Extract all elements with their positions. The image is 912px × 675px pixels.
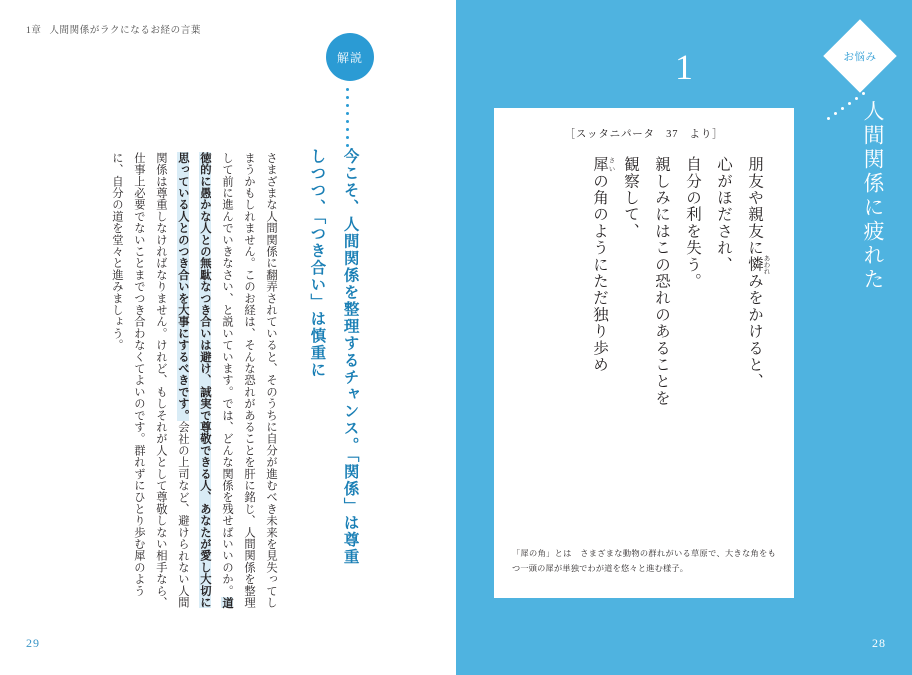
sutra-line: 犀 さいの角のようにただ独り歩め [591,156,615,374]
page-number-right: 28 [872,636,886,650]
running-head [26,22,201,36]
dot [848,102,851,105]
kaisetsu-badge [326,33,374,81]
section-number: 1 [675,47,693,87]
body-segment: 群れずにひとり歩む犀のように、自分の道を堂々と進みましょう。 [110,152,145,597]
chapter-title: 人間関係に疲れた [861,100,885,292]
body-segment: さまざまな人間関係に翻弄されていると、そのうちに自分が進むべき未来を見失ってしまうかもしれません。このお経は、そんな恐れがあることを肝に銘じ、人間関係を整理して前に進んでいきなさい、と説いています。 [220,152,277,609]
dot [346,136,349,139]
sutra-line: 親しみにはこの恐れのあることを [653,156,670,407]
page-number-left: 29 [26,636,40,650]
dot [346,128,349,131]
sutra-line: 朋友や親友に憐 あわれみをかけると、 [746,156,770,390]
sutra-line: 自分の利を失う。 [684,156,701,290]
dot [346,120,349,123]
dot [834,112,837,115]
running-head-chapter-number: 1章 [26,26,42,36]
body-segment: では、どんな関係を残せばいいのか。 [220,397,233,597]
dot [346,144,349,147]
right-page [456,0,912,675]
sutra-note: 「犀の角」とは さまざまな動物の群れがいる草原で、大きな角をもつ一頭の犀が単独でわが道を悠々と進む様子。 [512,549,776,573]
body-segment: 会社の上司など、避けられない人間関係は尊重しなければなりません。けれど、もしそれが人として尊敬しない相手なら、仕事上必要でないことまでつき合わなくてよいのです。 [132,152,189,609]
body-text [58,152,282,612]
sutra-card [494,108,794,598]
dot [827,117,830,120]
sutra-source: ［スッタニパータ 37 より］ [564,129,724,140]
sutra-body [520,156,770,526]
lead-heading: 今こそ、人間関係を整理するチャンス。「関係」は尊重しつつ、「つき合い」は慎重に [308,148,359,566]
dot [841,107,844,110]
running-head-chapter-title: 人間関係がラクになるお経の言葉 [49,26,201,36]
dot [346,96,349,99]
dot [346,104,349,107]
kaisetsu-badge-label: 解説 [336,50,363,65]
onayami-badge-label: お悩み [843,51,877,63]
sutra-line: 観察して、 [622,156,639,240]
sutra-line: 心がほだされ、 [715,156,732,273]
body-segment-highlighted: 道徳的に愚かな人との無駄なつき合いは避け、誠実で尊敬できる人、あなたが愛し大切に思っている人とのつき合いを大事にするべきです。 [176,152,233,609]
dot [862,92,865,95]
dot [346,88,349,91]
dot [346,112,349,115]
